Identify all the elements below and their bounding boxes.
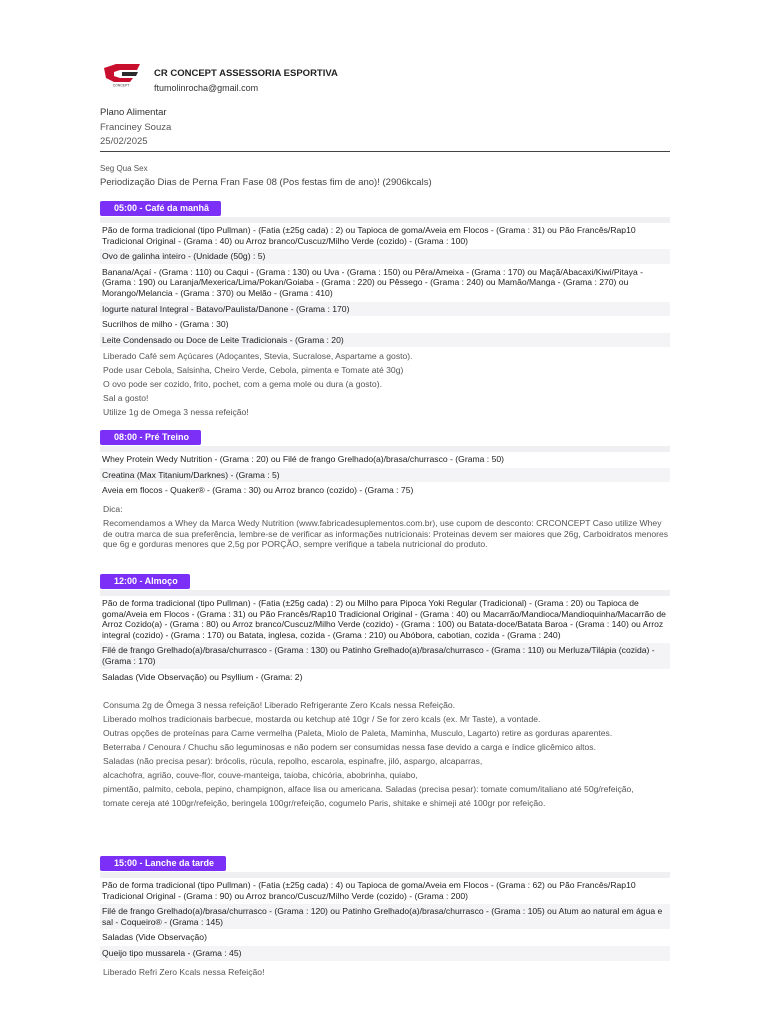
meal-time-badge: 12:00 - Almoço	[100, 574, 190, 589]
meal-notes	[100, 504, 676, 553]
plan-date: 25/02/2025	[100, 136, 148, 147]
meal-notes	[100, 967, 676, 981]
food-item: Pão de forma tradicional (tipo Pullman) - (Fatia (±25g cada) : 2) ou Tapioca de goma/Aveia em Flocos - (Grama : 31) ou Pão Francês/Rap10 Tradicional Original - (Grama : 40) ou Arroz branco/Cuscuz/Milho Verde (cozido) - (Grama : 100)	[100, 223, 670, 249]
food-item: Aveia em flocos - Quaker® - (Grama : 30) ou Arroz branco (cozido) - (Grama : 75)	[100, 483, 670, 499]
note-line: pimentão, palmito, cebola, pepino, champignon, alface lisa ou americana. Saladas (precisa pesar): tomate comum/italiano até 50g/refeição,	[103, 783, 634, 794]
plan-days: Seg Qua Sex	[100, 164, 148, 173]
meal-afternoon-snack	[100, 853, 670, 962]
note-line: Utilize 1g de Omega 3 nessa refeição!	[103, 406, 249, 417]
company-email: ftumolinrocha@gmail.com	[154, 83, 259, 93]
note-line: Saladas (não precisa pesar): brócolis, rúcula, repolho, escarola, espinafre, jiló, aspargo, alcaparras,	[103, 755, 483, 766]
meal-notes	[100, 700, 676, 812]
food-item: Pão de forma tradicional (tipo Pullman) - (Fatia (±25g cada) : 2) ou Milho para Pipoca Yoki Regular (Tradicional) - (Grama : 20) ou Tapioca de goma/Aveia em Flocos - (Grama : 31) ou Pão Francês/Rap10 Tradicional Original - (Grama : 40) ou Macarrão/Mandioca/Mandioquinha/Macarrão de Arroz Cozido(a) - (Grama : 80) ou Arroz branco/Cuscuz/Milho Verde (cozido) - (Grama : 100) ou Batata-doce/Batata Baroa - (Grama : 140) ou Arroz integral (cozido) - (Grama : 170) ou Batata, inglesa, cozida - (Grama : 210) ou Abóbora, cabotian, cozida - (Grama : 240)	[100, 596, 670, 643]
meal-lunch	[100, 571, 670, 685]
note-line: Liberado Refri Zero Kcals nessa Refeição!	[103, 967, 265, 977]
food-item: Whey Protein Wedy Nutrition - (Grama : 20) ou Filé de frango Grelhado(a)/brasa/churrasco - (Grama : 50)	[100, 452, 670, 468]
note-line: Consuma 2g de Ômega 3 nessa refeição! Liberado Refrigerante Zero Kcals nessa Refeição.	[103, 700, 456, 710]
food-item: Iogurte natural Integral - Batavo/Paulista/Danone - (Grama : 170)	[100, 302, 670, 318]
food-item: Banana/Açaí - (Grama : 110) ou Caqui - (Grama : 130) ou Uva - (Grama : 150) ou Pêra/Ameixa - (Grama : 170) ou Maçã/Abacaxi/Kiwi/Pitaya - (Grama : 190) ou Laranja/Mexerica/Lima/Pokan/Goiaba - (Grama : 220) ou Pêssego - (Grama : 240) ou Mamão/Manga - (Grama : 270) ou Morango/Melancia - (Grama : 370) ou Melão - (Grama : 410)	[100, 265, 670, 302]
food-item: Creatina (Max Titanium/Darknes) - (Grama : 5)	[100, 468, 670, 484]
meal-time-badge: 05:00 - Café da manhã	[100, 201, 221, 216]
plan-meta	[100, 106, 670, 150]
food-item: Filé de frango Grelhado(a)/brasa/churrasco - (Grama : 130) ou Patinho Grelhado(a)/brasa/churrasco - (Grama : 110) ou Merluza/Tilápia (cozida) - (Grama : 170)	[100, 643, 670, 669]
meal-time-badge: 15:00 - Lanche da tarde	[100, 856, 226, 871]
food-item: Filé de frango Grelhado(a)/brasa/churrasco - (Grama : 120) ou Patinho Grelhado(a)/brasa/churrasco - (Grama : 105) ou Atum ao natural em água e sal - Coqueiro® - (Grama : 145)	[100, 904, 670, 930]
company-logo	[100, 60, 142, 88]
food-item: Saladas (Vide Observação)	[100, 930, 670, 946]
periodization-title: Periodização Dias de Perna Fran Fase 08 (Pos festas fim de ano)! (2906kcals)	[100, 177, 432, 188]
food-item: Sucrilhos de milho - (Grama : 30)	[100, 317, 670, 333]
note-line: Recomendamos a Whey da Marca Wedy Nutrition (www.fabricadesuplementos.com.br), use cupom de desconto: CRCONCEPT Caso utilize Whey de outra marca de sua preferência, lembre-se de verificar as informações nutricionais: Proteinas devem ser maiores que 26g, Carboidratos menores que 6g e gorduras menores que 2,5g por PORÇÃO, sempre verifique a tabela nutricional do produto.	[103, 517, 669, 550]
meal-breakfast	[100, 198, 670, 348]
logo-text: CONCEPT	[112, 83, 130, 88]
patient-name: Franciney Souza	[100, 121, 172, 133]
note-line: O ovo pode ser cozido, frito, pochet, com a gema mole ou dura (a gosto).	[103, 378, 382, 389]
meal-pre-workout	[100, 427, 670, 499]
note-line: Liberado Café sem Açúcares (Adoçantes, Stevia, Sucralose, Aspartame a gosto).	[103, 351, 413, 361]
company-name: CR CONCEPT ASSESSORIA ESPORTIVA	[154, 68, 338, 79]
plan-title: Plano Alimentar	[100, 107, 167, 118]
note-line: Liberado molhos tradicionais barbecue, mostarda ou ketchup até 10gr / Se for zero kcals (ex. Mr Taste), a vontade.	[103, 713, 541, 724]
food-item: Leite Condensado ou Doce de Leite Tradicionais - (Grama : 20)	[100, 333, 670, 349]
header	[100, 58, 670, 98]
divider	[100, 151, 670, 152]
note-line: Dica:	[103, 504, 123, 514]
note-line: Outras opções de proteínas para Carne vermelha (Paleta, Miolo de Paleta, Maminha, Musculo, Lagarto) retire as gorduras aparentes.	[103, 727, 613, 738]
note-line: alcachofra, agrião, couve-flor, couve-manteiga, taioba, chicória, abobrinha, quiabo,	[103, 769, 418, 780]
food-item: Queijo tipo mussarela - (Grama : 45)	[100, 946, 670, 962]
note-line: Beterraba / Cenoura / Chuchu são leguminosas e não podem ser consumidas nessa fase devido a carga e índice glicêmico altos.	[103, 741, 596, 752]
food-item: Pão de forma tradicional (tipo Pullman) - (Fatia (±25g cada) : 4) ou Tapioca de goma/Aveia em Flocos - (Grama : 62) ou Pão Francês/Rap10 Tradicional Original - (Grama : 90) ou Arroz branco/Cuscuz/Milho Verde (cozido) - (Grama : 200)	[100, 878, 670, 904]
food-item: Saladas (Vide Observação) ou Psyllium - (Grama: 2)	[100, 670, 670, 686]
note-line: Pode usar Cebola, Salsinha, Cheiro Verde, Cebola, pimenta e Tomate até 30g)	[103, 364, 404, 375]
meal-notes	[100, 351, 676, 421]
note-line: Sal a gosto!	[103, 392, 149, 403]
meal-time-badge: 08:00 - Pré Treino	[100, 430, 201, 445]
food-item: Ovo de galinha inteiro - (Unidade (50g) : 5)	[100, 249, 670, 265]
note-line: tomate cereja até 100gr/refeição, beringela 100gr/refeição, cogumelo Paris, shitake e shimeji até 100gr por refeição.	[103, 797, 546, 808]
